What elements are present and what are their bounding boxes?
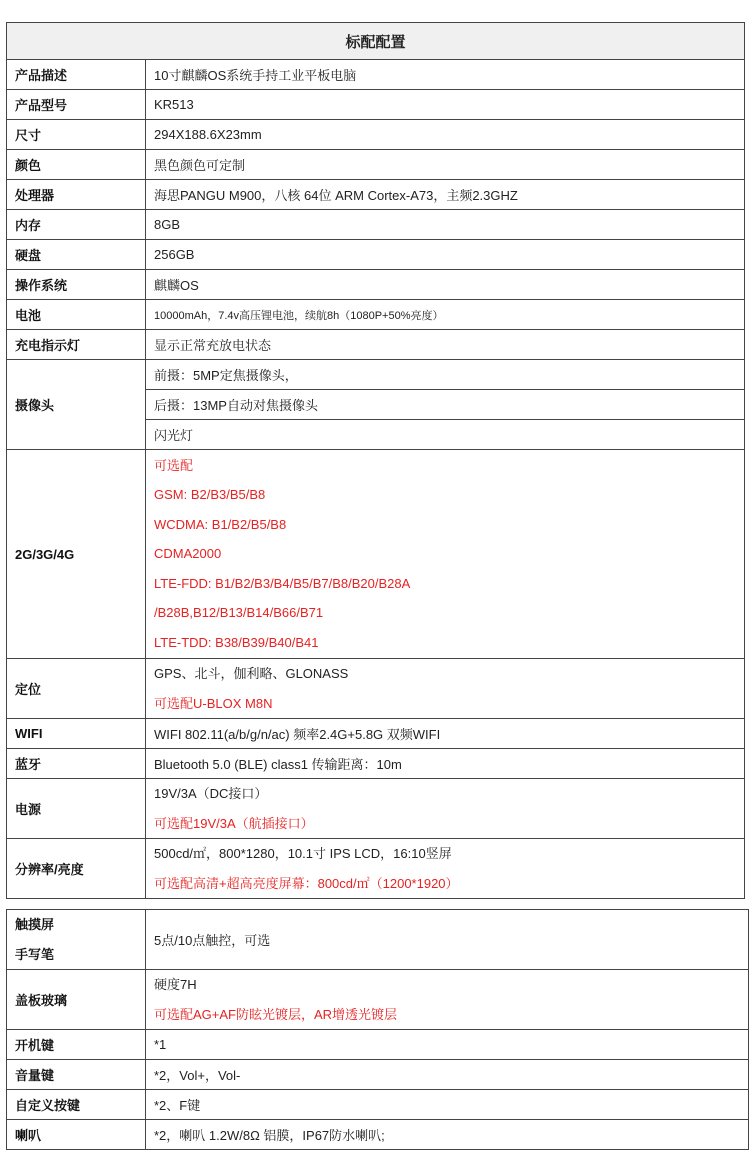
camera-front: 前摄：5MP定焦摄像头， [146,360,745,390]
table-row [7,719,745,749]
power-option: 可选配19V/3A（航插接口） [154,815,314,831]
row-value: 黑色颜色可定制 [146,150,745,180]
camera-flash: 闪光灯 [146,420,745,450]
table-row [7,270,745,300]
table-row [7,1030,749,1060]
row-value: 麒麟OS [146,270,745,300]
table-row [7,659,745,719]
table-row [7,240,745,270]
row-value: 10000mAh，7.4v高压锂电池，续航8h（1080P+50%亮度） [146,300,745,330]
table-row [7,450,745,659]
table-title: 标配配置 [7,23,745,60]
row-label: 音量键 [7,1060,146,1090]
row-label: 喇叭 [7,1120,146,1150]
table-row [7,60,745,90]
row-label: 尺寸 [7,120,146,150]
network-line: WCDMA: B1/B2/B5/B8 [154,516,287,532]
spec-table-secondary [6,909,749,1150]
row-label: 产品描述 [7,60,146,90]
network-line: LTE-TDD: B38/B39/B40/B41 [154,634,319,650]
table-row [7,749,745,779]
row-label: 颜色 [7,150,146,180]
row-label: 产品型号 [7,90,146,120]
touch-label-1: 触摸屏 [15,917,55,932]
row-label: 自定义按键 [7,1090,146,1120]
table-row [7,180,745,210]
row-label: 充电指示灯 [7,330,146,360]
network-bands [146,450,745,659]
table-row [7,210,745,240]
table-row [7,120,745,150]
location-line: GPS、北斗，伽利略、GLONASS [154,666,349,681]
row-label: 硬盘 [7,240,146,270]
row-label: 开机键 [7,1030,146,1060]
row-value: 显示正常充放电状态 [146,330,745,360]
table-row [7,1090,749,1120]
bluetooth-value: Bluetooth 5.0 (BLE) class1 传输距离：10m [146,749,745,779]
table-row [7,839,745,899]
row-value: KR513 [146,90,745,120]
cover-option: 可选配AG+AF防眩光镀层，AR增透光镀层 [154,1006,398,1022]
network-line: GSM: B2/B3/B5/B8 [154,487,266,503]
table-row [7,150,745,180]
table-row [7,910,749,970]
camera-rear: 后摄：13MP自动对焦摄像头 [146,390,745,420]
row-label: 操作系统 [7,270,146,300]
table-row [7,1120,749,1150]
table-row [7,360,745,390]
wifi-label: WIFI [7,719,146,749]
table-row [7,90,745,120]
row-value: *2、F键 [146,1090,749,1120]
location-option: 可选配U-BLOX M8N [154,695,273,711]
row-value: *2，喇叭 1.2W/8Ω 铝膜，IP67防水喇叭; [146,1120,749,1150]
spec-table-main [6,22,745,899]
row-label: 处理器 [7,180,146,210]
location-value [146,659,745,719]
cover-line: 硬度7H [154,977,197,992]
display-value [146,839,745,899]
location-label: 定位 [7,659,146,719]
network-line: 可选配 [154,457,194,473]
row-value: 10寸麒麟OS系统手持工业平板电脑 [146,60,745,90]
power-label: 电源 [7,779,146,839]
table-row [7,300,745,330]
row-label: 内存 [7,210,146,240]
power-value [146,779,745,839]
touch-label [7,910,146,970]
display-label: 分辨率/亮度 [7,839,146,899]
row-label: 电池 [7,300,146,330]
cover-label: 盖板玻璃 [7,970,146,1030]
cover-value [146,970,749,1030]
table-row [7,970,749,1030]
table-row [7,330,745,360]
row-value: 294X188.6X23mm [146,120,745,150]
network-line: /B28B,B12/B13/B14/B66/B71 [154,605,324,621]
table-row [7,1060,749,1090]
table-row [7,779,745,839]
power-line: 19V/3A（DC接口） [154,786,268,801]
camera-label: 摄像头 [7,360,146,450]
network-line: LTE-FDD: B1/B2/B3/B4/B5/B7/B8/B20/B28A [154,575,411,591]
bluetooth-label: 蓝牙 [7,749,146,779]
network-line: CDMA2000 [154,546,222,562]
row-value: 海思PANGU M900，八核 64位 ARM Cortex-A73，主频2.3GHZ [146,180,745,210]
display-option: 可选配高清+超高亮度屏幕：800cd/㎡（1200*1920） [154,875,459,891]
wifi-value: WIFI 802.11(a/b/g/n/ac) 频率2.4G+5.8G 双频WIFI [146,719,745,749]
network-label: 2G/3G/4G [7,450,146,659]
touch-label-2: 手写笔 [15,946,55,962]
row-value: *1 [146,1030,749,1060]
row-value: 256GB [146,240,745,270]
row-value: *2，Vol+，Vol- [146,1060,749,1090]
touch-value: 5点/10点触控，可选 [146,910,749,970]
display-line: 500cd/㎡，800*1280，10.1寸 IPS LCD，16:10竖屏 [154,846,452,861]
row-value: 8GB [146,210,745,240]
